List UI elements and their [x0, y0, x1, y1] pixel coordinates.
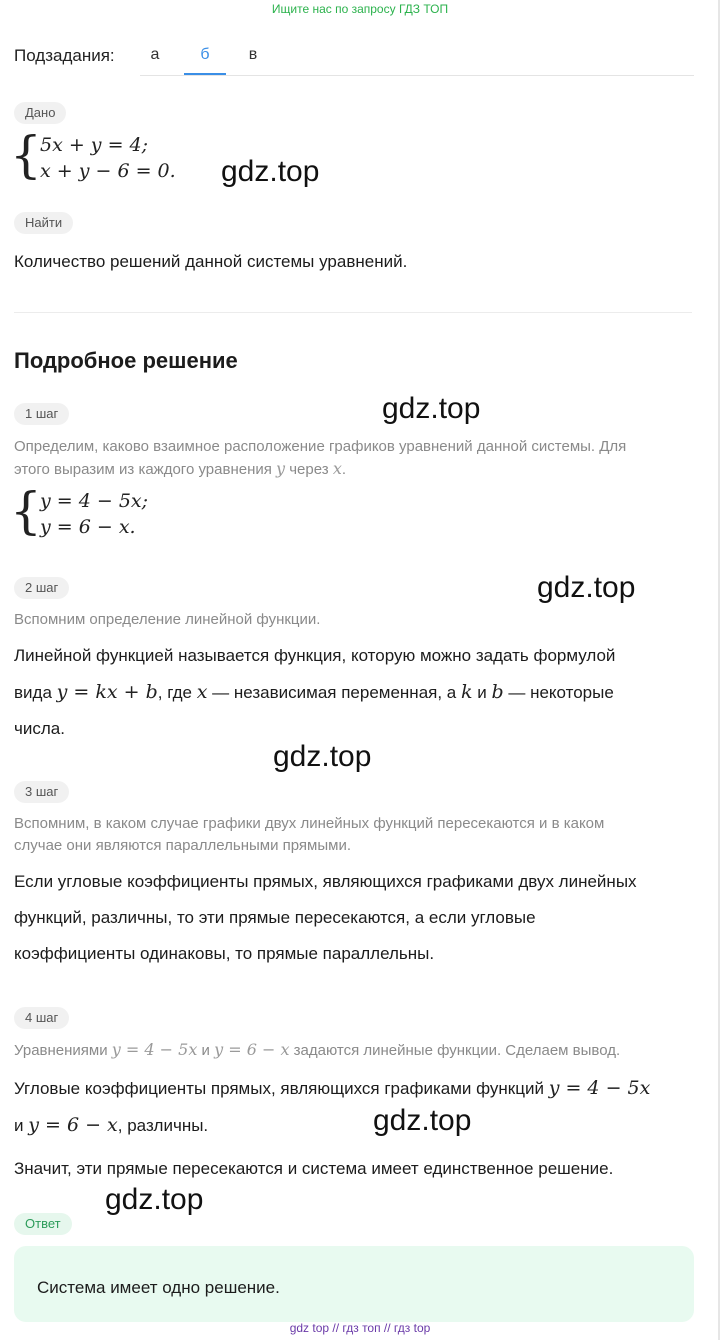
footer-links[interactable]: gdz top // гдз топ // гдз top [289, 1321, 431, 1335]
var-x: x [332, 459, 342, 478]
given-equation-2: x + y − 6 = 0. [40, 160, 176, 182]
step-3-hint-line-1: Вспомним, в каком случае графики двух линейных функций пересекаются и в каком [14, 815, 605, 832]
watermark: gdz.top [537, 571, 636, 604]
var-x: x [196, 681, 208, 703]
tab-b[interactable]: б [200, 46, 210, 63]
watermark: gdz.top [221, 155, 320, 188]
step-4-body [14, 1070, 704, 1144]
text: вида [14, 683, 57, 702]
text: , различны. [117, 1116, 209, 1135]
tab-a[interactable]: а [150, 46, 160, 63]
var-y: y [276, 459, 286, 478]
step-3-pill: 3 шаг [14, 781, 69, 803]
step-1-pill: 1 шаг [14, 403, 69, 425]
find-text: Количество решений данной системы уравнений. [14, 252, 408, 271]
step-3-line-3: коэффициенты одинаковы, то прямые параллельны. [14, 944, 435, 963]
answer-box [14, 1246, 694, 1322]
step-1-hint-line-1: Определим, каково взаимное расположение графиков уравнений данной системы. Для [14, 438, 627, 455]
subtasks-label: Подзадания: [14, 46, 115, 65]
step-3-body [14, 864, 704, 972]
step-3-hint [14, 813, 704, 857]
step-2-line-2 [14, 674, 704, 711]
watermark: gdz.top [273, 740, 372, 773]
step-2-line-1: Линейной функцией называется функция, которую можно задать формулой [14, 646, 616, 665]
hint-text: задаются линейные функции. Сделаем вывод. [289, 1042, 621, 1059]
step-1-hint [14, 436, 704, 481]
formula: y = 4 − 5x [548, 1077, 651, 1099]
hint-text: и [197, 1042, 215, 1059]
formula: y = 6 − x [214, 1040, 290, 1059]
hint-text: Уравнениями [14, 1042, 112, 1059]
watermark: gdz.top [105, 1183, 204, 1216]
step-2-body [14, 638, 704, 747]
step-4-line-2 [14, 1107, 704, 1144]
formula: y = kx + b [56, 681, 158, 703]
answer-pill: Ответ [14, 1213, 72, 1235]
step-1-equation-2: y = 6 − x. [40, 516, 136, 538]
step-4-hint [14, 1039, 704, 1062]
solution-title: Подробное решение [14, 348, 238, 373]
var-k: k [460, 681, 473, 703]
var-b: b [491, 681, 504, 703]
watermark: gdz.top [373, 1104, 472, 1137]
divider [14, 312, 692, 313]
given-equation-1: 5x + y = 4; [40, 134, 149, 156]
tab-v[interactable]: в [248, 46, 258, 63]
step-2-line-3: числа. [14, 719, 65, 738]
text: — независимая переменная, а [207, 683, 461, 702]
active-tab-indicator [184, 73, 226, 75]
text: , где [157, 683, 197, 702]
step-2-hint: Вспомним определение линейной функции. [14, 611, 321, 628]
formula: y = 6 − x [28, 1114, 118, 1136]
watermark: gdz.top [382, 392, 481, 425]
step-2-pill: 2 шаг [14, 577, 69, 599]
step-3-hint-line-2: случае они являются параллельными прямыми. [14, 837, 351, 854]
text: и [472, 683, 492, 702]
step-1-equation-1: y = 4 − 5x; [40, 490, 149, 512]
hint-text: . [341, 461, 347, 478]
tabs-divider [140, 75, 694, 76]
text: и [14, 1116, 29, 1135]
formula: y = 4 − 5x [111, 1040, 198, 1059]
text: — некоторые [503, 683, 614, 702]
given-system-brace: { [10, 126, 42, 184]
step-4-conclusion: Значит, эти прямые пересекаются и система имеет единственное решение. [14, 1159, 614, 1178]
hint-text: через [285, 461, 333, 478]
step-3-line-1: Если угловые коэффициенты прямых, являющихся графиками двух линейных [14, 872, 637, 891]
step-1-hint-line-2 [14, 458, 704, 481]
hint-text: этого выразим из каждого уравнения [14, 461, 277, 478]
step-4-line-1 [14, 1070, 704, 1107]
given-pill: Дано [14, 102, 66, 124]
answer-text: Система имеет одно решение. [37, 1278, 280, 1297]
subtask-tabs [14, 42, 694, 76]
find-pill: Найти [14, 212, 73, 234]
top-banner: Ищите нас по запросу ГДЗ ТОП [271, 2, 449, 16]
text: Угловые коэффициенты прямых, являющихся графиками функций [14, 1079, 549, 1098]
step-3-line-2: функций, различны, то эти прямые пересекаются, а если угловые [14, 908, 536, 927]
step-4-pill: 4 шаг [14, 1007, 69, 1029]
step-1-system-brace: { [10, 482, 42, 540]
